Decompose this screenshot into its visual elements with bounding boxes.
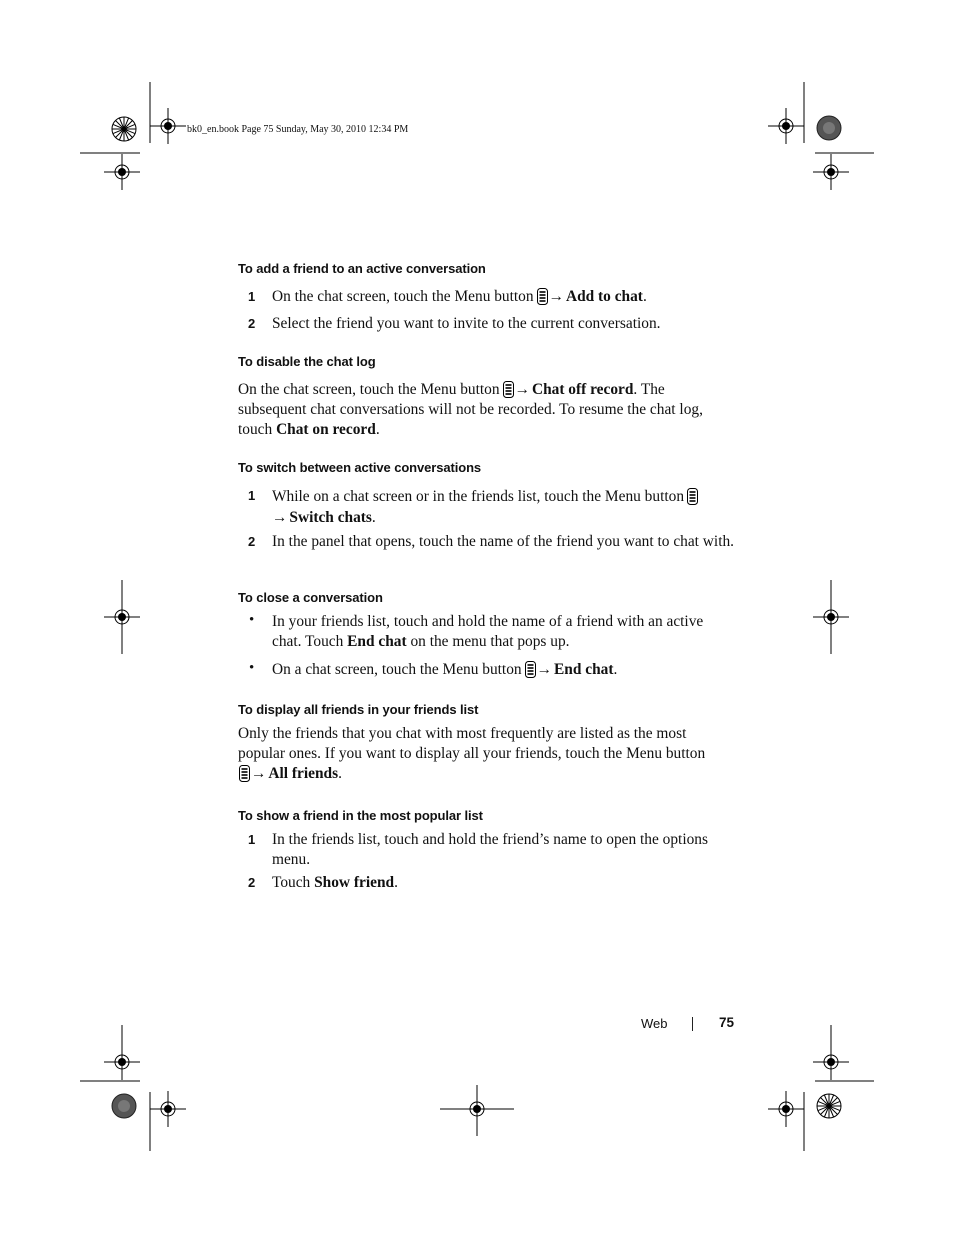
menu-option-label: Chat on record	[276, 421, 376, 438]
arrow-icon: →	[548, 288, 564, 305]
step-number: 1	[248, 832, 256, 847]
bullet-text	[272, 612, 734, 651]
step-number: 1	[248, 488, 256, 503]
section-heading-close-conversation: To close a conversation	[238, 590, 383, 605]
footer-divider	[692, 1017, 693, 1031]
step-text	[272, 873, 734, 893]
section-heading-show-friend-popular: To show a friend in the most popular list	[238, 808, 483, 823]
step-text: In the friends list, touch and hold the friend’s name to open the options menu.	[272, 831, 708, 868]
punctuation: .	[375, 421, 380, 438]
step-text-body: Touch	[272, 874, 311, 891]
paragraph	[238, 380, 734, 440]
menu-option-label: End chat	[347, 632, 407, 650]
step-text	[272, 287, 734, 307]
bullet-mark: •	[249, 660, 255, 676]
menu-option-label: Switch chats	[289, 509, 372, 526]
paragraph-text: Only the friends that you chat with most frequently are listed as the most popular ones. If you want to display all your friends, touch the Menu button	[238, 725, 706, 762]
menu-button-icon	[525, 661, 536, 678]
paragraph	[238, 724, 734, 784]
menu-button-icon	[239, 765, 250, 782]
paragraph-text: . The subsequent chat conversations will not be recorded. To resume the chat log, touch	[238, 381, 703, 438]
section-heading-add-friend: To add a friend to an active conversation	[238, 261, 486, 276]
step-text: In the panel that opens, touch the name of the friend you want to chat with.	[272, 533, 735, 550]
step-text	[272, 486, 734, 528]
bullet-text-body: On a chat screen, touch the Menu button	[272, 661, 522, 678]
punctuation: .	[338, 765, 342, 782]
menu-option-label: Show friend	[314, 874, 395, 891]
step-text-body: While on a chat screen or in the friends list, touch the Menu button	[272, 488, 685, 505]
paragraph-text: On the chat screen, touch the Menu button	[238, 381, 500, 398]
section-heading-disable-chat-log: To disable the chat log	[238, 354, 376, 369]
section-heading-display-all-friends: To display all friends in your friends list	[238, 702, 479, 717]
step-number: 2	[248, 534, 256, 549]
menu-button-icon	[503, 381, 514, 398]
menu-option-label: End chat	[554, 661, 614, 678]
menu-button-icon	[537, 288, 548, 305]
arrow-icon: →	[514, 381, 530, 398]
arrow-icon: →	[251, 765, 267, 782]
punctuation: .	[613, 661, 618, 678]
step-text: Select the friend you want to invite to the current conversation.	[272, 315, 661, 332]
menu-button-icon	[687, 488, 698, 505]
bullet-mark: •	[249, 612, 255, 628]
step-number: 1	[248, 289, 256, 304]
print-slug: bk0_en.book Page 75 Sunday, May 30, 2010 12:34 PM	[187, 124, 409, 135]
menu-option-label: All friends	[268, 765, 339, 782]
menu-option-label: Chat off record	[531, 381, 634, 398]
arrow-icon: →	[272, 509, 288, 526]
step-number: 2	[248, 875, 256, 890]
step-text-body: On the chat screen, touch the Menu button	[272, 288, 534, 305]
bullet-text-body: In your friends list, touch and hold the name of a friend with an active chat. Touch	[272, 613, 704, 650]
arrow-icon: →	[536, 661, 552, 678]
bullet-text-body: on the menu that pops up.	[410, 632, 570, 650]
punctuation: .	[642, 288, 647, 305]
page-number: 75	[719, 1015, 735, 1030]
punctuation: .	[394, 874, 398, 891]
step-number: 2	[248, 316, 256, 331]
section-heading-switch-conversations: To switch between active conversations	[238, 460, 482, 475]
punctuation: .	[371, 509, 376, 526]
footer-section-name: Web	[641, 1016, 668, 1031]
bullet-text	[272, 660, 734, 680]
menu-option-label: Add to chat	[565, 288, 643, 305]
